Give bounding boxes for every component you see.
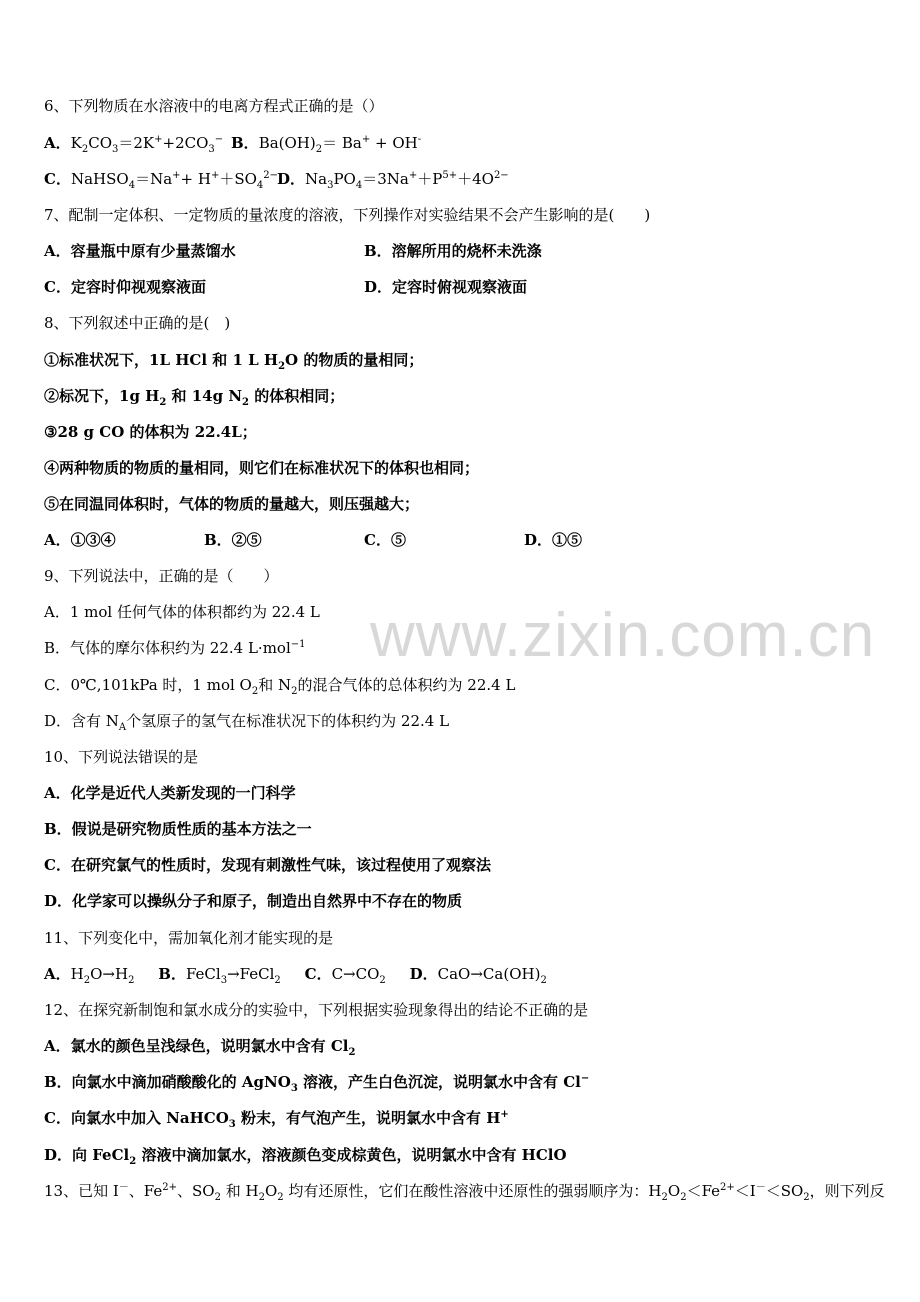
- q12-option-a: A．氯水的颜色呈浅绿色，说明氯水中含有 $Cl_2$: [44, 1037, 356, 1058]
- q10-option-b: B．假说是研究物质性质的基本方法之一: [44, 820, 312, 838]
- q8-statement-1: ①标准状况下，1L HCl 和 1 L $H_2O$ 的物质的量相同；: [44, 351, 424, 372]
- q7-stem: 7、配制一定体积、一定物质的量浓度的溶液，下列操作对实验结果不会产生影响的是( ): [44, 206, 651, 224]
- q7-option-b: B．溶解所用的烧杯未洗涤: [364, 242, 542, 260]
- q13-stem: 13、已知 I－、$Fe^{2+}$、$SO_2$ 和 $H_2O_2$ 均有还原性，它们在酸性溶液中还原性的强弱顺序为：$H_2O_2<Fe^{2+}<I^-<SO_2$，则下列反: [44, 1182, 885, 1203]
- q8-statement-5: ⑤在同温同体积时，气体的物质的量越大，则压强越大；: [44, 495, 420, 513]
- q6-option-d: D．$Na_3PO_4=3Na^++P^{5+}+4O^{2-}$: [277, 170, 509, 191]
- q10-stem: 10、下列说法错误的是: [44, 748, 199, 766]
- q12-option-d: D．向 FeCl$_2$ 溶液中滴加氯水，溶液颜色变成棕黄色，说明氯水中含有 HClO: [44, 1146, 567, 1167]
- q6-option-b: B．$Ba(OH)_2= Ba^+ + OH^-$: [231, 134, 422, 155]
- q7-option-d: D．定容时俯视观察液面: [364, 278, 528, 296]
- q11-options: A．$H_2O\to H_2$ B．FeCl$_3$→FeCl$_2$ C．$C\to CO_2$ D．$CaO\to Ca(OH)_2$: [44, 965, 547, 986]
- watermark: www.zixin.com.cn: [370, 601, 876, 670]
- q9-option-b: B．气体的摩尔体积约为 22.4 L·mol$^{-1}$: [44, 639, 306, 657]
- q8-statement-4: ④两种物质的物质的量相同，则它们在标准状况下的体积也相同；: [44, 459, 480, 477]
- q8-option-c: C．⑤: [364, 531, 406, 549]
- q11-stem: 11、下列变化中，需加氧化剂才能实现的是: [44, 929, 334, 947]
- q8-statement-2: ②标况下，1g $H_2$ 和 14g $N_2$ 的体积相同；: [44, 387, 345, 408]
- q10-option-a: A．化学是近代人类新发现的一门科学: [44, 784, 296, 802]
- q7-option-c: C．定容时仰视观察液面: [44, 278, 206, 296]
- q12-option-c: C．向氯水中加入 NaHCO$_3$ 粉末，有气泡产生，说明氯水中含有 H+: [44, 1109, 509, 1130]
- q8-option-d: D．①⑤: [524, 531, 583, 549]
- q8-statement-3: ③28 g CO 的体积为 22.4L；: [44, 423, 257, 441]
- q6-option-a: A．$K_2CO_3=2K^++2CO_3^-$: [44, 134, 224, 155]
- q10-option-c: C．在研究氯气的性质时，发现有刺激性气味，该过程使用了观察法: [44, 856, 491, 874]
- q6-option-c: C．NaHSO$_4$＝Na++ $H^++SO_4^{2-}$: [44, 170, 279, 191]
- q9-stem: 9、下列说法中，正确的是（ ）: [44, 567, 279, 585]
- q12-stem: 12、在探究新制饱和氯水成分的实验中，下列根据实验现象得出的结论不正确的是: [44, 1001, 589, 1019]
- q7-option-a: A．容量瓶中原有少量蒸馏水: [44, 242, 236, 260]
- q12-option-b: B．向氯水中滴加硝酸酸化的 AgNO$_3$ 溶液，产生白色沉淀，说明氯水中含有 Cl−: [44, 1073, 590, 1094]
- q9-option-a: A．1 mol 任何气体的体积都约为 22.4 L: [44, 603, 320, 621]
- q10-option-d: D．化学家可以操纵分子和原子，制造出自然界中不存在的物质: [44, 892, 463, 910]
- q9-option-d: D．含有 $N_A$个氢原子的氢气在标准状况下的体积约为 22.4 L: [44, 712, 450, 733]
- q8-option-a: A．①③④: [44, 531, 116, 549]
- q8-stem: 8、下列叙述中正确的是( ): [44, 314, 231, 332]
- q6-stem: 6、下列物质在水溶液中的电离方程式正确的是（）: [44, 97, 384, 115]
- q9-option-c: C．0℃,101kPa 时，1 mol $O_2$和 $N_2$的混合气体的总体积约为 22.4 L: [44, 676, 516, 697]
- q8-option-b: B．②⑤: [204, 531, 262, 549]
